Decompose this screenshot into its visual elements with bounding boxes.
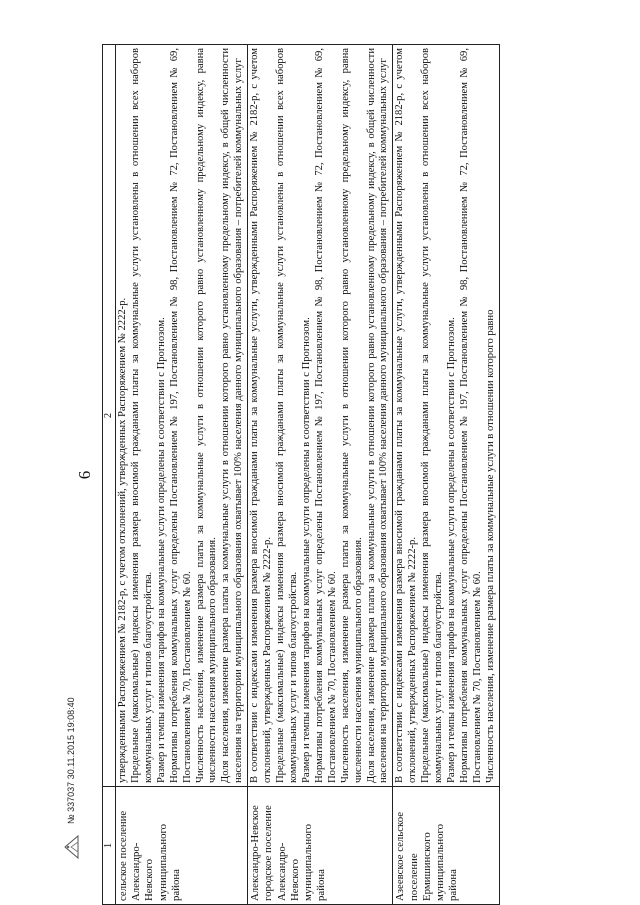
column-header: 2 [103,45,116,787]
description-paragraph: Предельные (максимальные) индексы изменения размера вносимой гражданами платы за коммунальные услуги установлены в отношении всех наборов коммунальных услуг и типов благоустройства. [420,48,445,783]
description-cell [393,45,499,787]
municipality-name-line: района [447,869,460,901]
table-row [116,45,248,905]
municipality-name-line: Азеевское сельское [394,811,407,901]
document-page [70,45,590,905]
municipality-name-line: городское поселение [262,805,275,901]
municipality-name-line: поселение [407,853,420,901]
description-paragraph: Доля населения, изменение размера платы за коммунальные услуги в отношении которого равно установленному предельному индексу, в общей численности населения на территории муниципального образования охватывает 100% населения данного муниципального образования – потребителей коммунальных услуг [365,48,390,783]
description-paragraph: Численность населения, изменение размера платы за коммунальные услуги в отношении которого равно [484,309,496,783]
municipality-name-line: Ермишинского [420,832,433,901]
description-paragraph: Предельные (максимальные) индексы изменения размера вносимой гражданами платы за коммунальные услуги установлены в отношении всех наборов коммунальных услуг и типов благоустройства. [275,48,299,783]
description-paragraph: Размер и темпы изменения тарифов на коммунальные услуги определены в соответствии с Прогнозом. [446,317,458,783]
tariff-table [102,44,500,905]
description-paragraph: Размер и темпы изменения тарифов на коммунальные услуги определены в соответствии с Прогнозом. [155,317,167,783]
column-header: 1 [103,787,116,905]
municipality-name-line: Александро-Невское [249,805,262,901]
table-row [393,45,499,905]
municipality-name-line: сельское поселение [117,810,129,901]
description-paragraph: Размер и темпы изменения тарифов на коммунальные услуги определены в соответствии с Прогнозом. [300,317,312,783]
municipality-name-cell [393,787,499,905]
municipality-name-line: муниципального [433,823,446,901]
emblem-icon [62,834,80,860]
municipality-name-line: Александро- [130,842,143,901]
description-cell [248,45,393,787]
page-number: 6 [75,470,94,480]
municipality-name-cell [248,787,393,905]
registration-stamp [62,697,80,860]
description-paragraph: Нормативы потребления коммунальных услуг определены Постановлением № 197, Постановлением № 98, Постановлением № 72, Постановлением № 69, Постановлением № 70, Постановлением № 60. [168,48,193,783]
description-paragraph: Предельные (максимальные) индексы изменения размера вносимой гражданами платы за коммунальные услуги установлены в отношении всех наборов коммунальных услуг и типов благоустройства. [129,48,154,783]
municipality-name-line: района [169,869,182,901]
description-paragraph: В соответствии с индексами изменения размера вносимой гражданами платы за коммунальные услуги, утвержденными Распоряжением № 2182-р, с учетом отклонений, утвержденных Распоряжением № 2222-р. [249,48,274,783]
description-cell [116,45,248,787]
description-paragraph: Доля населения, изменение размера платы за коммунальные услуги в отношении которого равно установленному предельному индексу, в общей численности населения на территории муниципального образования охватывает 100% населения данного муниципального образования – потребителей коммунальных услуг [220,48,245,783]
description-paragraph: Численность населения, изменение размера платы за коммунальные услуги в отношении которого равно установленному предельному индексу, равна численности населения муниципального образования. [339,48,364,783]
municipality-name-line: Невского [288,858,301,901]
description-paragraph: Нормативы потребления коммунальных услуг определены Постановлением № 197, Постановлением № 98, Постановлением № 72, Постановлением № 69, Постановлением № 70, Постановлением № 60. [313,48,338,783]
description-paragraph: утвержденными Распоряжением № 2182-р, с учетом отклонений, утвержденных Распоряжением № 2222-р. [117,297,128,783]
municipality-name-line: муниципального [156,823,169,901]
description-paragraph: Численность населения, изменение размера платы за коммунальные услуги в отношении которого равно установленному предельному индексу, равна численности населения муниципального образования. [194,48,219,783]
description-paragraph: Нормативы потребления коммунальных услуг определены Постановлением № 197, Постановлением № 98, Постановлением № 72, Постановлением № 69, Постановлением № 70, Постановлением № 60. [458,48,483,783]
municipality-name-line: Александро- [275,842,288,901]
stamp-registration-text: № 337037 30.11.2015 19:08:40 [66,697,76,824]
description-paragraph: В соответствии с индексами изменения размера вносимой гражданами платы за коммунальные услуги, утвержденными Распоряжением № 2182-р, с учетом отклонений, утвержденных Распоряжением № 2222-р. [394,48,419,783]
municipality-name-line: муниципального [301,823,314,901]
table-row [248,45,393,905]
municipality-name-cell [116,787,248,905]
municipality-name-line: Невского [143,858,156,901]
table-header-row [103,45,116,905]
municipality-name-line: района [315,869,328,901]
